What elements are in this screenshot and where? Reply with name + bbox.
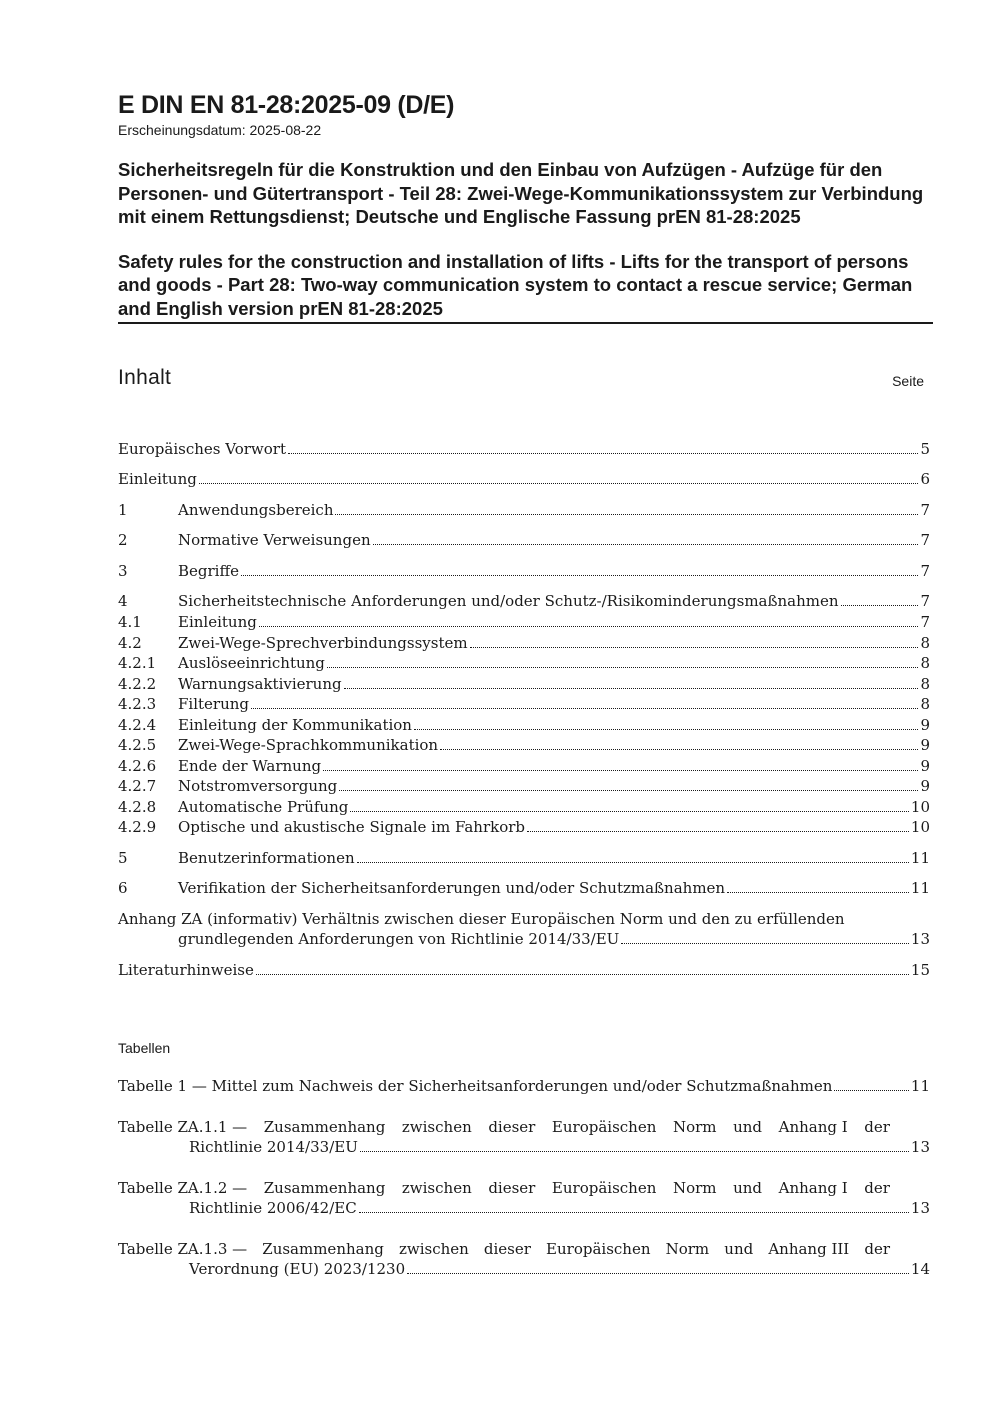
leader-dots (621, 943, 909, 944)
toc-entry-number: 4 (118, 592, 128, 610)
toc-entry-einleitung[interactable] (118, 469, 930, 489)
word: Norm (665, 1240, 710, 1258)
leader-dots (527, 831, 909, 832)
leader-dots (470, 647, 919, 648)
word: und (733, 1118, 763, 1136)
word: Zusammenhang (263, 1179, 386, 1197)
leader-dots (259, 626, 919, 627)
toc-entry-text: Zwei-Wege-Sprachkommunikation (178, 736, 439, 754)
leader-dots (357, 862, 909, 863)
word: Anhang I (778, 1118, 848, 1136)
toc-entry-4-2-8[interactable] (118, 797, 930, 817)
leader-dots (199, 483, 919, 484)
leader-dots (440, 749, 918, 750)
toc-entry-4-2-3[interactable] (118, 694, 930, 714)
toc-entry-page: 8 (920, 675, 930, 693)
toc-entry-text: Tabelle 1 — Mittel zum Nachweis der Sicherheitsanforderungen und/oder Schutzmaßnahmen (118, 1077, 833, 1095)
toc-entry-number: 1 (118, 501, 128, 519)
toc-entry-text: Automatische Prüfung (178, 798, 349, 816)
document-page (118, 90, 933, 396)
toc-annex-line1[interactable]: Anhang ZA (informativ) Verhältnis zwischen dieser Europäischen Norm und den zu erfüllenden (118, 910, 845, 928)
toc-entry-page: 6 (920, 470, 930, 488)
toc-entry-text: Sicherheitstechnische Anforderungen und/oder Schutz-/Risikominderungsmaßnahmen (178, 592, 839, 610)
toc-entry-text: Einleitung (178, 613, 257, 631)
toc-entry-page: 9 (920, 736, 930, 754)
toc-entry-text: Zwei-Wege-Sprechverbindungssystem (178, 634, 468, 652)
toc-entry-page: 11 (910, 879, 930, 897)
toc-entry-page: 8 (920, 654, 930, 672)
word: zwischen (401, 1179, 472, 1197)
toc-entry-5[interactable] (118, 848, 930, 868)
leader-dots (327, 667, 919, 668)
toc-entry-page: 7 (920, 531, 930, 549)
toc-entry-number: 4.1 (118, 613, 142, 631)
toc-table-za13-line1[interactable] (118, 1239, 890, 1259)
toc-table-za11-line1[interactable] (118, 1117, 890, 1137)
leader-dots (344, 688, 919, 689)
toc-entry-page: 13 (910, 930, 930, 948)
word: Tabelle ZA.1.3 — (118, 1240, 248, 1258)
toc-entry-text: Ende der Warnung (178, 757, 322, 775)
toc-entry-text: Normative Verweisungen (178, 531, 371, 549)
toc-entry-page: 7 (920, 562, 930, 580)
publication-date: Erscheinungsdatum: 2025-08-22 (118, 122, 322, 138)
toc-entry-text: Europäisches Vorwort (118, 440, 286, 458)
word: Anhang III (768, 1240, 850, 1258)
leader-dots (323, 770, 918, 771)
toc-entry-literatur[interactable] (118, 960, 930, 980)
word: dieser (488, 1118, 536, 1136)
toc-entry-page: 10 (910, 798, 930, 816)
toc-entry-page: 5 (920, 440, 930, 458)
leader-dots (335, 514, 918, 515)
leader-dots (841, 605, 919, 606)
toc-heading-row (118, 366, 933, 396)
toc-entry-4-2[interactable] (118, 633, 930, 653)
toc-entry-text: Einleitung (118, 470, 197, 488)
toc-entry-text: Literaturhinweise (118, 961, 254, 979)
toc-entry-text: grundlegenden Anforderungen von Richtlinie 2014/33/EU (178, 930, 620, 948)
leader-dots (339, 790, 918, 791)
toc-entry-page: 9 (920, 757, 930, 775)
word: der (864, 1179, 890, 1197)
word: Europäischen (551, 1179, 657, 1197)
toc-entry-page: 8 (920, 634, 930, 652)
toc-entry-text: Filterung (178, 695, 250, 713)
word: Tabelle ZA.1.2 — (118, 1179, 248, 1197)
toc-entry-page: 13 (910, 1138, 930, 1156)
word: zwischen (398, 1240, 469, 1258)
word: der (864, 1118, 890, 1136)
toc-heading: Inhalt (118, 366, 172, 389)
leader-dots (241, 575, 918, 576)
toc-entry-text: Notstromversorgung (178, 777, 338, 795)
toc-entry-page: 7 (920, 592, 930, 610)
toc-annex-line2[interactable] (178, 929, 930, 949)
word: der (864, 1240, 890, 1258)
toc-entry-page: 7 (920, 613, 930, 631)
leader-dots (251, 708, 918, 709)
toc-entry-page: 7 (920, 501, 930, 519)
toc-entry-number: 2 (118, 531, 128, 549)
toc-entry-6[interactable] (118, 878, 930, 898)
toc-entry-number: 4.2.7 (118, 777, 157, 795)
page-column-label: Seite (892, 373, 924, 389)
toc-table-za13-line2[interactable] (189, 1259, 930, 1279)
toc-entry-4-2-5[interactable] (118, 735, 930, 755)
toc-entry-page: 9 (920, 777, 930, 795)
toc-entry-number: 4.2 (118, 634, 142, 652)
toc-entry-number: 3 (118, 562, 128, 580)
leader-dots (350, 811, 909, 812)
toc-entry-4-2-6[interactable] (118, 756, 930, 776)
tables-heading: Tabellen (118, 1040, 171, 1056)
toc-entry-page: 10 (910, 818, 930, 836)
toc-entry-page: 11 (910, 849, 930, 867)
word: Zusammenhang (262, 1240, 384, 1258)
toc-entry-text: Auslöseeinrichtung (178, 654, 325, 672)
toc-entry-page: 11 (910, 1077, 930, 1095)
word: Anhang I (778, 1179, 848, 1197)
toc-entry-number: 4.2.5 (118, 736, 157, 754)
toc-entry-text: Anwendungsbereich (178, 501, 334, 519)
toc-entry-page: 15 (910, 961, 930, 979)
toc-entry-text: Warnungsaktivierung (178, 675, 342, 693)
toc-entry-number: 4.2.6 (118, 757, 157, 775)
leader-dots (414, 729, 918, 730)
toc-table-1[interactable] (118, 1076, 930, 1096)
leader-dots (373, 544, 919, 545)
document-code: E DIN EN 81-28:2025-09 (D/E) (118, 91, 455, 119)
toc-entry-4-2-2[interactable] (118, 674, 930, 694)
toc-entry-number: 4.2.2 (118, 675, 157, 693)
toc-entry-number: 5 (118, 849, 128, 867)
leader-dots (288, 453, 918, 454)
leader-dots (407, 1273, 909, 1274)
toc-entry-text: Verordnung (EU) 2023/1230 (189, 1260, 406, 1278)
toc-entry-number: 4.2.4 (118, 716, 157, 734)
toc-entry-page: 8 (920, 695, 930, 713)
toc-entry-4-2-1[interactable] (118, 653, 930, 673)
leader-dots (360, 1151, 909, 1152)
toc-entry-number: 4.2.9 (118, 818, 157, 836)
leader-dots (359, 1212, 909, 1213)
word: Norm (672, 1118, 717, 1136)
title-german: Sicherheitsregeln für die Konstruktion und den Einbau von Aufzügen - Aufzüge für den Personen- und Gütertransport - Teil 28: Zwei-Wege-Kommunikationssystem zur Verbindung mit einem Rettungsdienst; Deutsche und Englische Fassung prEN 81-28:2025 (118, 159, 924, 227)
toc-entry-page: 14 (910, 1260, 930, 1278)
word: Europäischen (551, 1118, 657, 1136)
toc-table-za12-line2[interactable] (189, 1198, 930, 1218)
toc-entry-text: Optische und akustische Signale im Fahrkorb (178, 818, 526, 836)
toc-entry-page: 9 (920, 716, 930, 734)
toc-entry-text: Begriffe (178, 562, 240, 580)
toc-entry-4-2-7[interactable] (118, 776, 930, 796)
toc-entry-number: 4.2.1 (118, 654, 157, 672)
toc-entry-4-2-4[interactable] (118, 715, 930, 735)
word: Norm (672, 1179, 717, 1197)
toc-entry-number: 4.2.3 (118, 695, 157, 713)
word: Tabelle ZA.1.1 — (118, 1118, 248, 1136)
toc-entry-1[interactable] (118, 500, 930, 520)
toc-entry-3[interactable] (118, 561, 930, 581)
leader-dots (256, 974, 909, 975)
toc-entry-vorwort[interactable] (118, 439, 930, 459)
toc-entry-number: 6 (118, 879, 128, 897)
toc-entry-4-1[interactable] (118, 612, 930, 632)
word: und (733, 1179, 763, 1197)
toc-entry-text: Einleitung der Kommunikation (178, 716, 412, 734)
toc-entry-4-2-9[interactable] (118, 817, 930, 837)
toc-entry-2[interactable] (118, 530, 930, 550)
word: Zusammenhang (263, 1118, 386, 1136)
toc-table-za11-line2[interactable] (189, 1137, 930, 1157)
title-english: Safety rules for the construction and installation of lifts - Lifts for the transport of persons and goods - Part 28: Two-way communication system to contact a rescue service; German and English version prEN 81-28:2025 (118, 250, 933, 325)
word: dieser (483, 1240, 531, 1258)
toc-entry-number: 4.2.8 (118, 798, 157, 816)
toc-entry-text: Verifikation der Sicherheitsanforderungen und/oder Schutzmaßnahmen (178, 879, 726, 897)
word: und (724, 1240, 754, 1258)
leader-dots (727, 892, 909, 893)
toc-entry-text: Benutzerinformationen (178, 849, 355, 867)
leader-dots (834, 1090, 909, 1091)
toc-entry-4[interactable] (118, 591, 930, 611)
toc-entry-text: Richtlinie 2006/42/EC (189, 1199, 357, 1217)
word: zwischen (401, 1118, 472, 1136)
word: Europäischen (546, 1240, 651, 1258)
toc-entry-text: Richtlinie 2014/33/EU (189, 1138, 358, 1156)
toc-table-za12-line1[interactable] (118, 1178, 890, 1198)
toc-entry-page: 13 (910, 1199, 930, 1217)
word: dieser (488, 1179, 536, 1197)
